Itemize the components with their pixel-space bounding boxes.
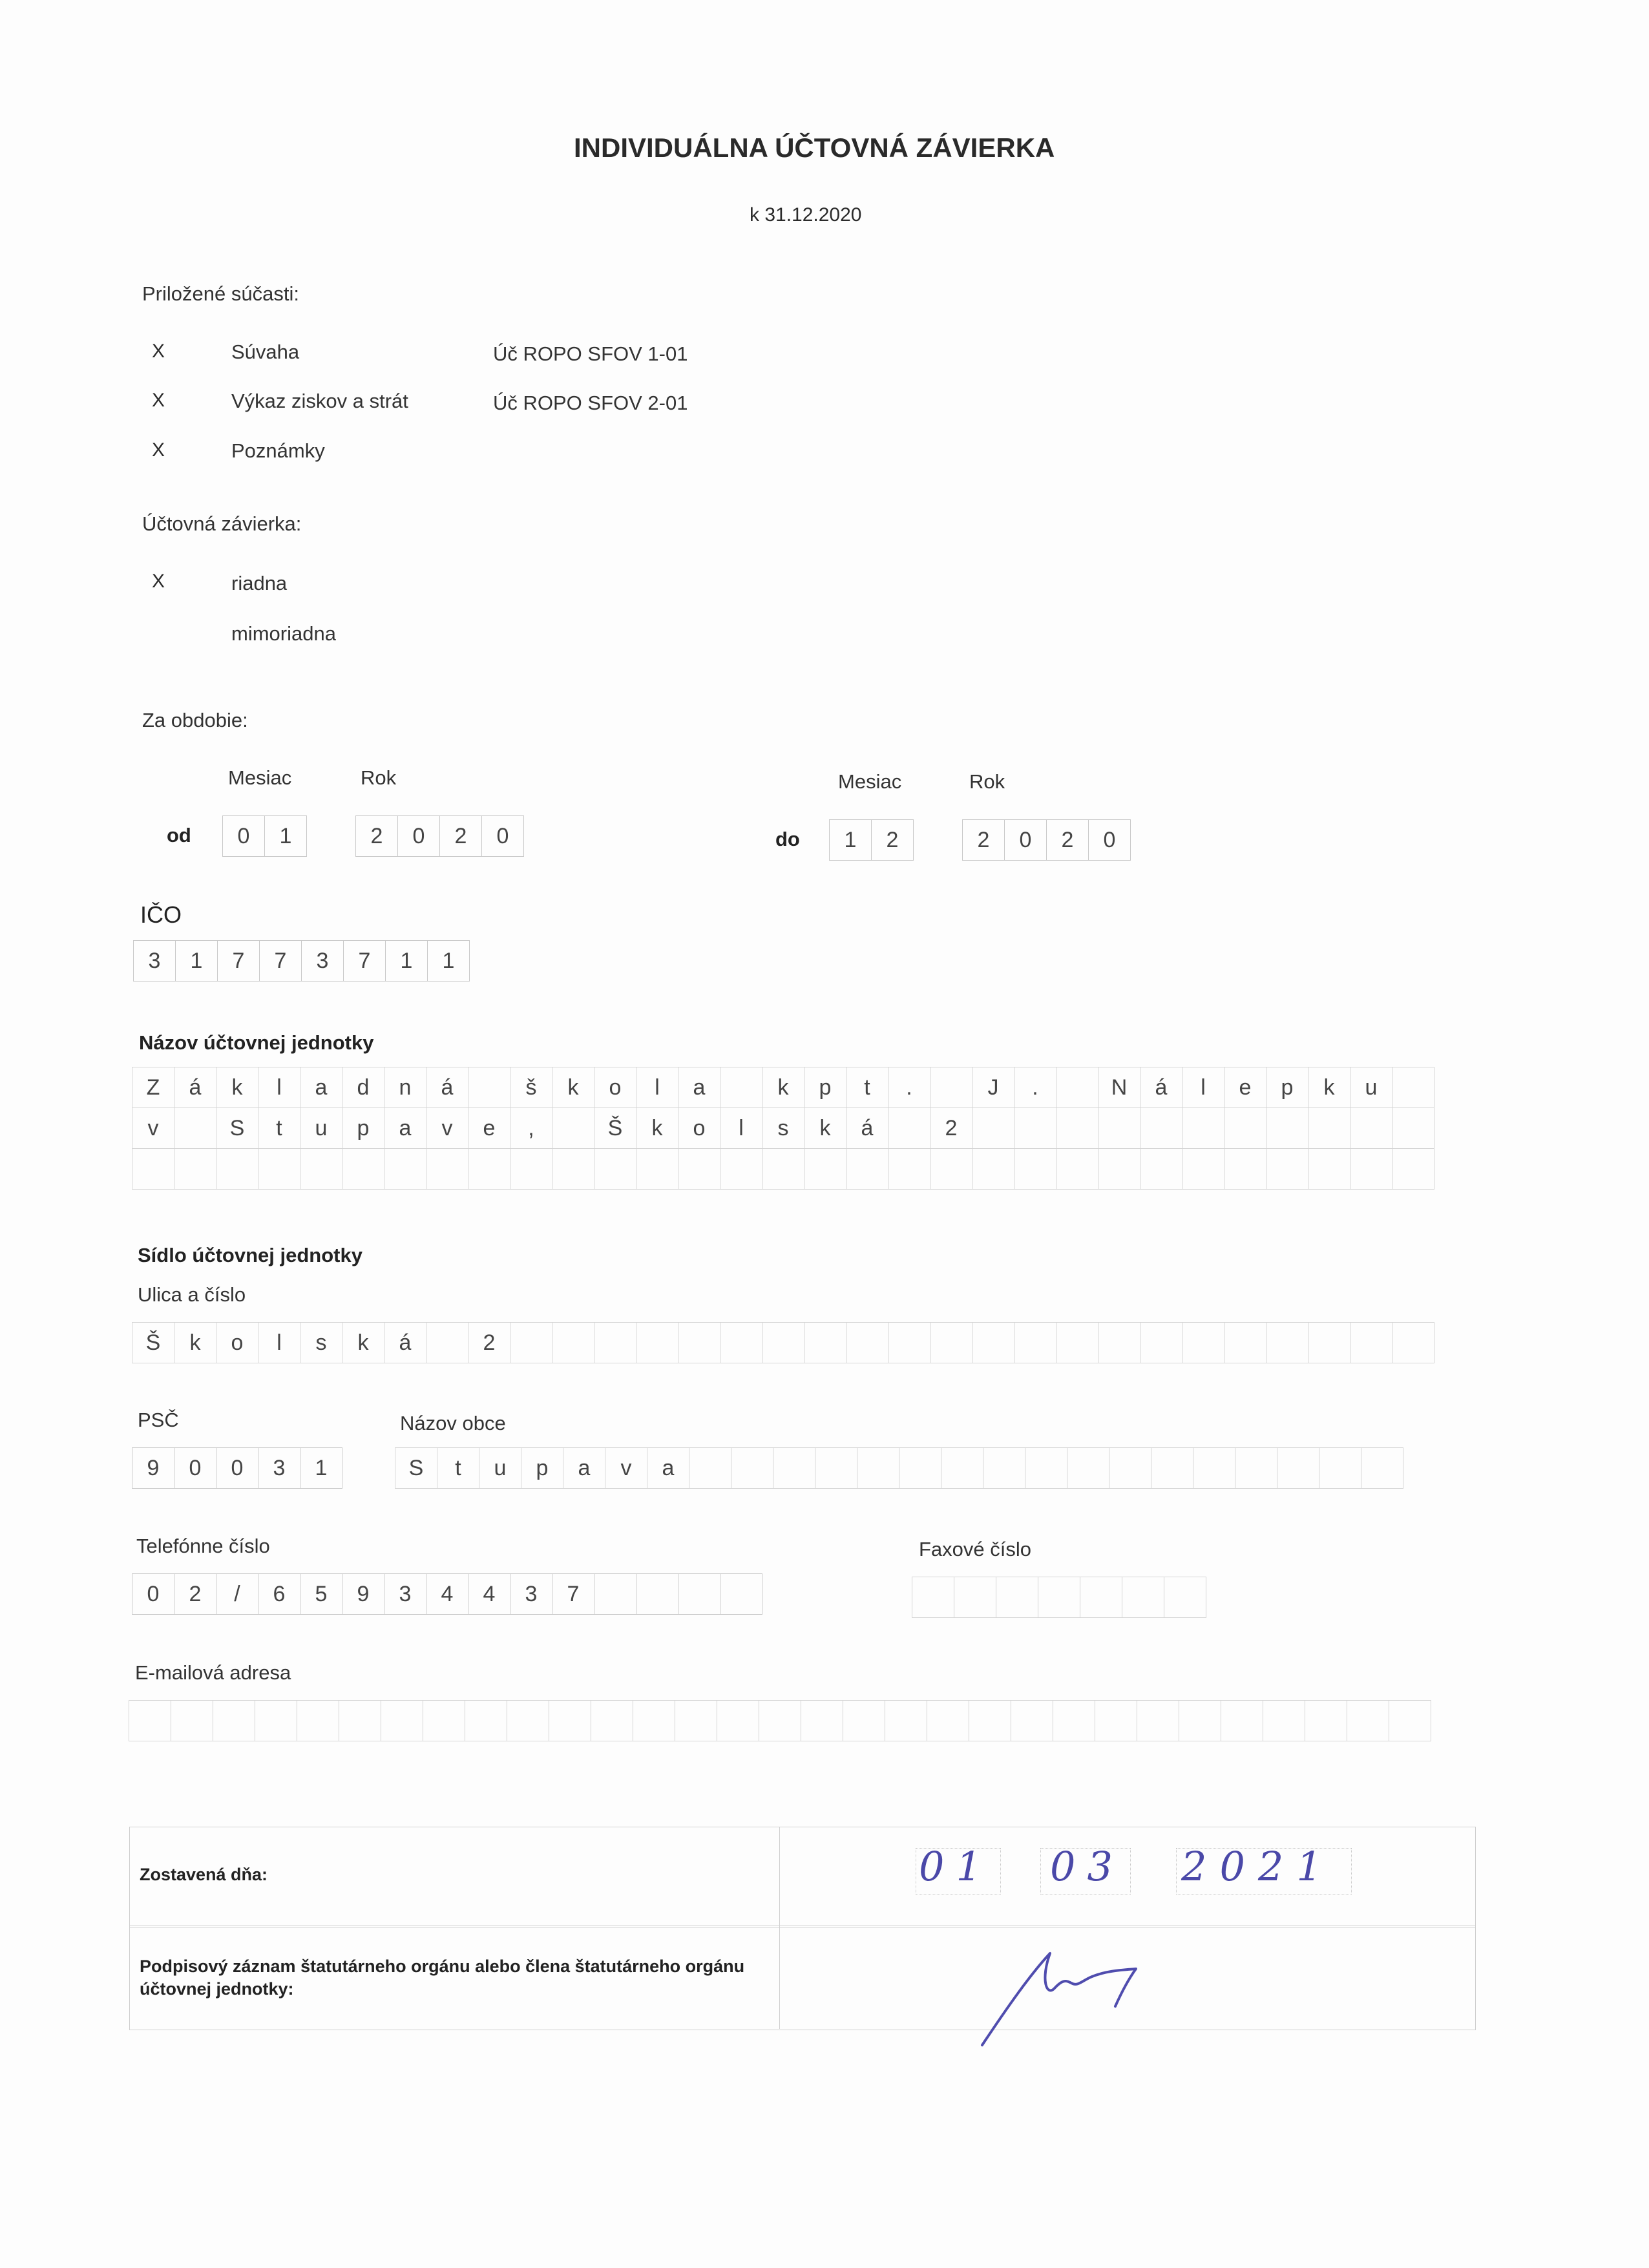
email-char [1221,1700,1263,1741]
entity-name-char: a [678,1067,720,1108]
to-year-digit: 2 [962,819,1005,861]
entity-name-char: u [300,1108,342,1149]
entity-name-char: o [678,1108,720,1149]
fax-char [1080,1577,1122,1618]
email-grid [129,1700,1431,1741]
statement-type-heading: Účtovná závierka: [142,512,302,535]
phone-char: 3 [384,1573,426,1615]
to-month-digit: 2 [871,819,914,861]
ico-digit: 7 [217,940,260,982]
street-char: o [216,1322,258,1363]
city-char [773,1447,815,1489]
street-char: Š [132,1322,174,1363]
street-char [1182,1322,1224,1363]
from-year-digit: 2 [355,815,398,857]
attachment-form: Úč ROPO SFOV 1-01 [493,342,688,365]
email-char [1305,1700,1347,1741]
street-char [846,1322,888,1363]
entity-name-char [1350,1108,1392,1149]
to-year-digit: 0 [1088,819,1131,861]
entity-name-char: v [426,1108,468,1149]
from-month-digit: 1 [264,815,307,857]
entity-name-char [1056,1108,1098,1149]
entity-name-row [132,1148,1434,1190]
to-month-digit: 1 [829,819,872,861]
entity-name-char: d [342,1067,384,1108]
street-char [1098,1322,1140,1363]
entity-name-char [1014,1108,1056,1149]
street-char [510,1322,552,1363]
entity-name-char [1056,1148,1098,1190]
street-char [1392,1322,1434,1363]
street-char [1056,1322,1098,1363]
email-char [1011,1700,1053,1741]
city-char [983,1447,1025,1489]
street-char [1350,1322,1392,1363]
to-month-grid [830,819,914,861]
email-char [675,1700,717,1741]
from-year-digit: 0 [481,815,524,857]
phone-char [594,1573,636,1615]
entity-name-char [468,1148,510,1190]
entity-name-char: J [972,1067,1014,1108]
city-char [1319,1447,1361,1489]
email-char [1347,1700,1389,1741]
entity-name-char: . [1014,1067,1056,1108]
entity-name-char: p [1266,1067,1308,1108]
email-char [255,1700,297,1741]
entity-name-char: l [636,1067,678,1108]
entity-name-char [1098,1148,1140,1190]
entity-name-char: k [636,1108,678,1149]
entity-name-char [888,1148,930,1190]
psc-digit: 0 [216,1447,258,1489]
street-char [972,1322,1014,1363]
entity-name-char [720,1067,762,1108]
entity-name-char: k [552,1067,594,1108]
city-char [1361,1447,1403,1489]
psc-label: PSČ [138,1409,179,1431]
entity-name-char: k [1308,1067,1350,1108]
city-char: a [563,1447,605,1489]
email-char [759,1700,801,1741]
attachment-form: Úč ROPO SFOV 2-01 [493,392,688,414]
email-char [591,1700,633,1741]
entity-name-char: l [720,1108,762,1149]
fax-char [1122,1577,1164,1618]
psc-digit: 3 [258,1447,300,1489]
entity-name-char [930,1067,972,1108]
street-char [762,1322,804,1363]
from-month-digit: 0 [222,815,265,857]
email-char [1263,1700,1305,1741]
email-char [213,1700,255,1741]
entity-name-char [1266,1108,1308,1149]
phone-char: / [216,1573,258,1615]
entity-name-char [1140,1148,1182,1190]
fax-char [1164,1577,1206,1618]
entity-name-char: N [1098,1067,1140,1108]
entity-name-char: t [258,1108,300,1149]
city-char [941,1447,983,1489]
entity-name-char [762,1148,804,1190]
fax-char [996,1577,1038,1618]
to-year-digit: 0 [1004,819,1047,861]
city-char: u [479,1447,521,1489]
phone-char [678,1573,720,1615]
entity-name-char [930,1148,972,1190]
street-label: Ulica a číslo [138,1283,246,1306]
city-char [1025,1447,1067,1489]
entity-name-char [1224,1148,1266,1190]
entity-name-char [552,1148,594,1190]
street-char [636,1322,678,1363]
signature-label: Podpisový záznam štatutárneho orgánu alebo člena štatutárneho orgánu [140,1957,745,1976]
ico-digit: 1 [175,940,218,982]
entity-name-char [384,1148,426,1190]
to-label: do [775,828,800,850]
entity-name-char [636,1148,678,1190]
entity-name-char: l [258,1067,300,1108]
street-char [888,1322,930,1363]
entity-name-char: Š [594,1108,636,1149]
to-month-label: Mesiac [838,770,902,793]
entity-name-char [1182,1148,1224,1190]
email-char [927,1700,969,1741]
email-char [171,1700,213,1741]
street-char: 2 [468,1322,510,1363]
ico-digit: 1 [427,940,470,982]
entity-name-char: e [468,1108,510,1149]
entity-name-char: e [1224,1067,1266,1108]
entity-name-char [1140,1108,1182,1149]
entity-name-char [258,1148,300,1190]
attachment-label: Súvaha [231,341,300,363]
entity-name-char: á [1140,1067,1182,1108]
email-char [1389,1700,1431,1741]
city-char [1067,1447,1109,1489]
phone-label: Telefónne číslo [136,1535,270,1557]
street-char [552,1322,594,1363]
seat-heading: Sídlo účtovnej jednotky [138,1244,362,1266]
attachment-mark: X [152,390,165,411]
email-char [297,1700,339,1741]
entity-name-char [888,1108,930,1149]
entity-name-char [720,1148,762,1190]
street-char: s [300,1322,342,1363]
phone-char [720,1573,762,1615]
entity-name-char [1098,1108,1140,1149]
city-char [899,1447,941,1489]
type-mark: X [152,571,165,592]
ico-digit: 3 [301,940,344,982]
compiled-month: 03 [1050,1843,1124,1890]
fax-char [1038,1577,1080,1618]
entity-name-char [1182,1108,1224,1149]
city-char [857,1447,899,1489]
phone-char: 7 [552,1573,594,1615]
entity-name-char: k [216,1067,258,1108]
compiled-label: Zostavená dňa: [140,1865,268,1884]
entity-name-char: k [804,1108,846,1149]
entity-name-char [1308,1108,1350,1149]
entity-name-char [1224,1108,1266,1149]
from-year-label: Rok [361,766,397,789]
city-char: p [521,1447,563,1489]
to-year-label: Rok [969,770,1005,793]
entity-name-char [972,1108,1014,1149]
city-char: t [437,1447,479,1489]
to-year-grid [963,819,1131,861]
from-year-digit: 0 [397,815,440,857]
email-char [1095,1700,1137,1741]
phone-char: 2 [174,1573,216,1615]
city-char: a [647,1447,689,1489]
fax-grid [912,1577,1206,1618]
city-char [689,1447,731,1489]
street-grid [132,1322,1434,1363]
attachments-heading: Priložené súčasti: [142,282,299,305]
type-label: riadna [231,572,288,594]
psc-grid [132,1447,342,1489]
entity-name-char [1266,1148,1308,1190]
street-char [1014,1322,1056,1363]
ico-label: IČO [140,901,182,928]
entity-name-char [174,1108,216,1149]
entity-name-char [300,1148,342,1190]
street-char [1266,1322,1308,1363]
phone-char: 3 [510,1573,552,1615]
entity-name-char [552,1108,594,1149]
period-heading: Za obdobie: [142,709,248,731]
signature-label: účtovnej jednotky: [140,1979,294,1999]
psc-digit: 1 [300,1447,342,1489]
fax-char [912,1577,954,1618]
entity-name-char [846,1148,888,1190]
footer-divider [779,1827,780,2029]
email-char [717,1700,759,1741]
street-char [1224,1322,1266,1363]
email-char [465,1700,507,1741]
entity-name-char: š [510,1067,552,1108]
entity-name-char [594,1148,636,1190]
entity-name-char [804,1148,846,1190]
ico-digit: 3 [133,940,176,982]
ico-digit: 7 [259,940,302,982]
fax-char [954,1577,996,1618]
entity-name-char [1392,1108,1434,1149]
entity-name-char: u [1350,1067,1392,1108]
city-char [1235,1447,1277,1489]
attachment-label: Výkaz ziskov a strát [231,390,408,412]
email-char [1053,1700,1095,1741]
street-char: á [384,1322,426,1363]
entity-name-char: t [846,1067,888,1108]
entity-name-char: á [426,1067,468,1108]
report-date: k 31.12.2020 [750,204,862,226]
entity-name-char: , [510,1108,552,1149]
fax-label: Faxové číslo [919,1538,1032,1560]
entity-name-char [216,1148,258,1190]
entity-name-char [426,1148,468,1190]
email-char [1179,1700,1221,1741]
street-char [930,1322,972,1363]
city-char [1277,1447,1319,1489]
entity-name-char [1014,1148,1056,1190]
entity-name-char [678,1148,720,1190]
email-char [381,1700,423,1741]
street-char [804,1322,846,1363]
entity-name-char [510,1148,552,1190]
street-char [426,1322,468,1363]
psc-digit: 9 [132,1447,174,1489]
entity-name-char: a [384,1108,426,1149]
entity-name-char: v [132,1108,174,1149]
signature [969,1935,1163,2052]
entity-name-char: s [762,1108,804,1149]
entity-name-char: S [216,1108,258,1149]
city-label: Názov obce [400,1412,506,1434]
email-char [1137,1700,1179,1741]
entity-name-char: 2 [930,1108,972,1149]
email-label: E-mailová adresa [135,1661,291,1684]
entity-name-char: a [300,1067,342,1108]
city-char [1193,1447,1235,1489]
attachment-label: Poznámky [231,439,325,462]
entity-name-char [1350,1148,1392,1190]
entity-name-char: á [846,1108,888,1149]
street-char [1308,1322,1350,1363]
email-char [339,1700,381,1741]
attachment-mark: X [152,341,165,362]
entity-name-char [1392,1148,1434,1190]
street-char [594,1322,636,1363]
city-grid [395,1447,1403,1489]
street-char: k [342,1322,384,1363]
phone-char: 4 [426,1573,468,1615]
from-year-digit: 2 [439,815,482,857]
attachment-mark: X [152,439,165,461]
email-char [423,1700,465,1741]
entity-name-char [1308,1148,1350,1190]
entity-name-row [132,1108,1434,1149]
entity-name-char [342,1148,384,1190]
phone-char: 9 [342,1573,384,1615]
street-char: k [174,1322,216,1363]
page-title: INDIVIDUÁLNA ÚČTOVNÁ ZÁVIERKA [574,132,1055,163]
phone-char: 0 [132,1573,174,1615]
psc-digit: 0 [174,1447,216,1489]
phone-grid [132,1573,762,1615]
email-char [549,1700,591,1741]
entity-name-char [132,1148,174,1190]
email-char [129,1700,171,1741]
entity-name-char: p [804,1067,846,1108]
to-year-digit: 2 [1046,819,1089,861]
city-char: v [605,1447,647,1489]
entity-name-row [132,1067,1434,1108]
street-char [1140,1322,1182,1363]
email-char [633,1700,675,1741]
from-month-label: Mesiac [228,766,292,789]
street-char [678,1322,720,1363]
entity-name-char [1056,1067,1098,1108]
entity-name-char: á [174,1067,216,1108]
street-char [720,1322,762,1363]
phone-char: 6 [258,1573,300,1615]
from-year-grid [356,815,524,857]
email-char [843,1700,885,1741]
compiled-day: 01 [919,1843,993,1890]
email-char [507,1700,549,1741]
email-char [801,1700,843,1741]
street-char: l [258,1322,300,1363]
ico-digit: 1 [385,940,428,982]
entity-name-char [174,1148,216,1190]
entity-name-char [1392,1067,1434,1108]
from-month-grid [223,815,307,857]
city-char [815,1447,857,1489]
city-char: S [395,1447,437,1489]
email-char [969,1700,1011,1741]
phone-char [636,1573,678,1615]
entity-name-char: o [594,1067,636,1108]
from-label: od [167,824,191,846]
city-char [1151,1447,1193,1489]
phone-char: 4 [468,1573,510,1615]
ico-grid [134,940,470,982]
entity-name-char: l [1182,1067,1224,1108]
entity-name-char: n [384,1067,426,1108]
entity-name-char: p [342,1108,384,1149]
ico-digit: 7 [343,940,386,982]
type-label: mimoriadna [231,622,336,645]
email-char [885,1700,927,1741]
entity-name-label: Názov účtovnej jednotky [139,1031,374,1054]
city-char [731,1447,773,1489]
entity-name-char [972,1148,1014,1190]
compiled-year: 2021 [1181,1843,1335,1890]
entity-name-char: . [888,1067,930,1108]
entity-name-char [468,1067,510,1108]
signature-row [129,1926,1476,2030]
entity-name-char: Z [132,1067,174,1108]
city-char [1109,1447,1151,1489]
phone-char: 5 [300,1573,342,1615]
entity-name-char: k [762,1067,804,1108]
